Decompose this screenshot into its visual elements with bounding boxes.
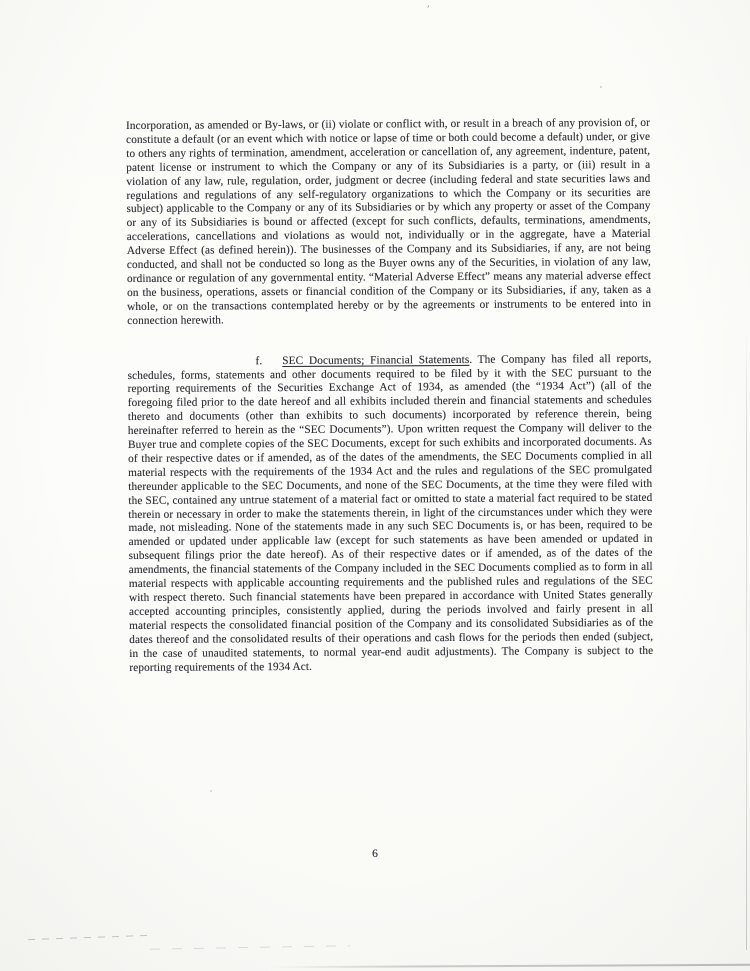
section-heading: SEC Documents; Financial Statements xyxy=(282,353,470,367)
document-body xyxy=(126,117,653,676)
section-label: f. xyxy=(255,354,263,367)
section-body-text: . The Company has filed all reports, schedules, forms, statements and other documents required to be filed by it with the SEC pursuant to the reporting requirements of the Securities Exchange Act of 1934, as amended (the “1934 Act”) (all of the foregoing filed prior to the date hereof and all exhibits included therein and financial statements and schedules thereto and documents (other than exhibits to such documents) incorporated by reference therein, being hereinafter referred to herein as the “SEC Documents”). Upon written request the Company will deliver to the Buyer true and complete copies of the SEC Documents, except for such exhibits and incorporated documents. As of their respective dates or if amended, as of the dates of the amendments, the SEC Documents complied in all material respects with the requirements of the 1934 Act and the rules and regulations of the SEC promulgated thereunder applicable to the SEC Documents, and none of the SEC Documents, at the time they were filed with the SEC, contained any untrue statement of a material fact or omitted to state a material fact required to be stated therein or necessary in order to make the statements therein, in light of the circumstances under which they were made, not misleading. None of the statements made in any such SEC Documents is, or has been, required to be amended or updated under applicable law (except for such statements as have been amended or updated in subsequent filings prior the date hereof). As of their respective dates or if amended, as of the dates of the amendments, the financial statements of the Company included in the SEC Documents complied as to form in all material respects with applicable accounting requirements and the published rules and regulations of the SEC with respect thereto. Such financial statements have been prepared in accordance with United States generally accepted accounting principles, consistently applied, during the periods involved and fairly present in all material respects the consolidated financial position of the Company and its consolidated Subsidiaries as of the dates thereof and the consolidated results of their operations and cash flows for the periods then ended (subject, in the case of unaudited statements, to normal year-end audit adjustments). The Company is subject to the reporting requirements of the 1934 Act. xyxy=(127,352,654,674)
scan-artifact-bottom-line xyxy=(270,964,750,968)
scan-artifact-top-mark: ’ xyxy=(424,3,431,16)
scan-artifact-speck-2 xyxy=(210,790,212,792)
paragraph-continuation: Incorporation, as amended or By-laws, or (ii) violate or conflict with, or result in a breach of any provision of, or constitute a default (or an event which with notice or lapse of time or both could become a default) under, or give to others any rights of termination, amendment, acceleration or cancellation of, any agreement, indenture, patent, patent license or instrument to which the Company or any of its Subsidiaries is a party, or (iii) result in a violation of any law, rule, regulation, order, judgment or decree (including federal and state securities laws and regulations and regulations of any self-regulatory organizations to which the Company or its securities are subject) applicable to the Company or any of its Subsidiaries or by which any property or asset of the Company or any of its Subsidiaries is bound or affected (except for such conflicts, defaults, terminations, amendments, accelerations, cancellations and violations as would not, individually or in the aggregate, have a Material Adverse Effect (as defined herein)). The businesses of the Company and its Subsidiaries, if any, are not being conducted, and shall not be conducted so long as the Buyer owns any of the Securities, in violation of any law, ordinance or regulation of any governmental entity. “Material Adverse Effect” means any material adverse effect on the business, operations, assets or financial condition of the Company or its Subsidiaries, if any, taken as a whole, or on the transactions contemplated hereby or by the agreements or instruments to be entered into in connection herewith. xyxy=(126,116,652,327)
scan-artifact-bottom-dash-2 xyxy=(150,945,350,949)
page-number: 6 xyxy=(372,848,378,860)
scan-artifact-speck-1 xyxy=(600,86,602,88)
scan-artifact-bottom-dash-1 xyxy=(28,935,148,940)
section-f-paragraph xyxy=(127,352,653,675)
